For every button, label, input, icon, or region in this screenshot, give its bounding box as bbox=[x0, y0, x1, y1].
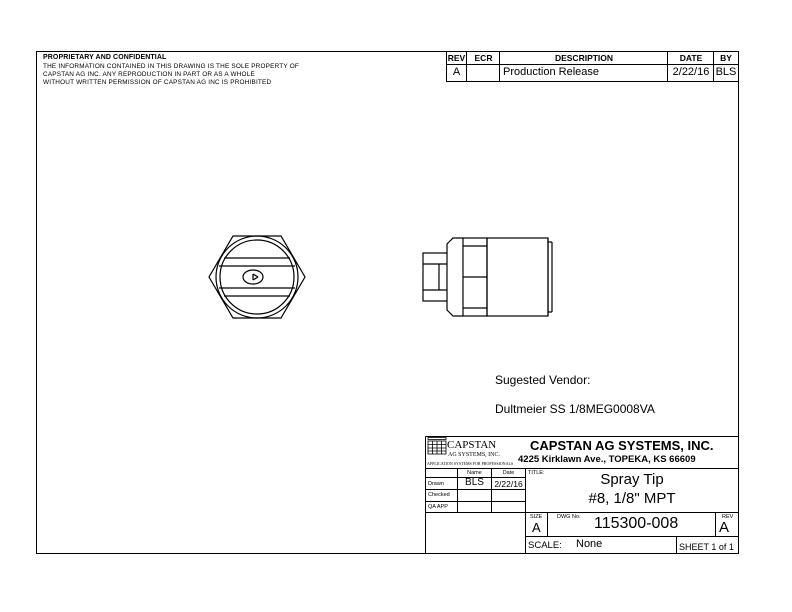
scale-value: None bbox=[576, 538, 603, 550]
sheet-number: SHEET 1 of 1 bbox=[679, 542, 734, 552]
ecr-header: ECR bbox=[474, 53, 493, 63]
rev-label: REV bbox=[722, 514, 734, 520]
company-name: CAPSTAN AG SYSTEMS, INC. bbox=[530, 438, 714, 453]
title-label: TITLE: bbox=[528, 470, 545, 476]
rev-value: A bbox=[452, 66, 461, 78]
side-view-profile bbox=[423, 238, 552, 316]
logo-name: CAPSTAN bbox=[447, 439, 497, 451]
size-label: SIZE bbox=[530, 514, 543, 520]
by-value: BLS bbox=[715, 66, 737, 78]
drawn-name: BLS bbox=[465, 477, 484, 488]
vendor-label: Sugested Vendor: bbox=[495, 373, 591, 387]
drawn-date: 2/22/16 bbox=[494, 479, 523, 489]
logo-subname: AG SYSTEMS, INC. bbox=[448, 452, 501, 458]
rev-header: REV bbox=[447, 53, 466, 63]
confidential-line-3: WITHOUT WRITTEN PERMISSION OF CAPSTAN AG INC IS PROHIBITED bbox=[43, 79, 272, 86]
description-header: DESCRIPTION bbox=[554, 53, 614, 63]
checked-label: Checked bbox=[428, 492, 450, 498]
name-column-header: Name bbox=[467, 470, 482, 476]
date-value: 2/22/16 bbox=[672, 66, 710, 78]
front-view-hex bbox=[209, 236, 305, 318]
capstan-logo-mark bbox=[428, 438, 446, 455]
rev-value-title: A bbox=[719, 519, 730, 536]
dwg-number-value: 115300-008 bbox=[594, 515, 679, 532]
company-address: 4225 Kirklawn Ave., TOPEKA, KS 66609 bbox=[518, 454, 696, 465]
by-header: BY bbox=[720, 53, 732, 63]
date-header: DATE bbox=[679, 53, 703, 63]
vendor-value: Dultmeier SS 1/8MEG0008VA bbox=[495, 402, 655, 416]
logo-tagline: APPLICATION SYSTEMS FOR PROFESSIONALS bbox=[427, 461, 514, 466]
description-value: Production Release bbox=[503, 66, 600, 78]
scale-label: SCALE: bbox=[528, 540, 562, 551]
drawn-label: Drawn bbox=[428, 481, 444, 487]
confidential-line-2: CAPSTAN AG INC. ANY REPRODUCTION IN PART OR AS A WHOLE bbox=[43, 71, 255, 78]
drawing-title-line-1: Spray Tip bbox=[600, 471, 664, 488]
size-value: A bbox=[532, 520, 541, 535]
date-column-header: Date bbox=[502, 470, 515, 476]
confidential-heading: PROPRIETARY AND CONFIDENTIAL bbox=[43, 54, 167, 61]
confidential-line-1: THE INFORMATION CONTAINED IN THIS DRAWING IS THE SOLE PROPERTY OF bbox=[43, 63, 299, 70]
drawing-title-line-2: #8, 1/8" MPT bbox=[588, 490, 676, 507]
qa-app-label: QA APP bbox=[428, 504, 448, 510]
dwg-number-label: DWG No. bbox=[557, 514, 581, 520]
